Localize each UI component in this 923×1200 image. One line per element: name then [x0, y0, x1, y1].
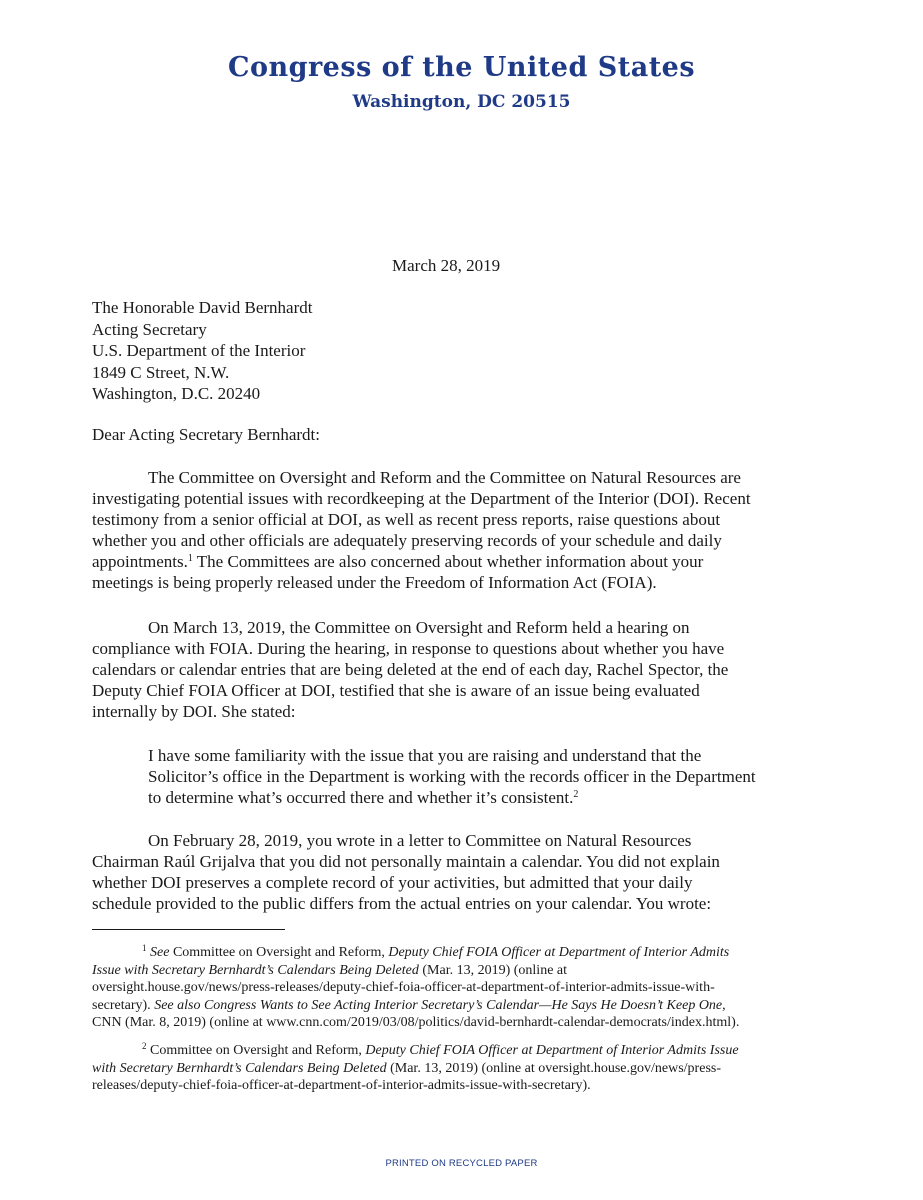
recipient-address — [92, 297, 312, 405]
footnote-line — [92, 962, 834, 980]
paragraph-1 — [92, 467, 834, 593]
recipient-street: 1849 C Street, N.W. — [92, 362, 230, 382]
footnote-number: 2 — [142, 1041, 147, 1051]
footnote-line: CNN (Mar. 8, 2019) (online at www.cnn.com/2019/03/08/politics/david-bernhardt-calendar-democrats/index.html). — [92, 1015, 740, 1031]
footnote-ref: 1 — [187, 553, 193, 564]
paragraph-line: whether you and other officials are adequately preserving records of your schedule and daily — [92, 531, 722, 550]
footnote-italic: Deputy Chief FOIA Officer at Department of Interior Admits Issue — [365, 1043, 739, 1058]
paragraph-line — [92, 551, 834, 572]
paragraph-line: schedule provided to the public differs from the actual entries on your calendar. You wrote: — [92, 894, 712, 913]
recipient-city: Washington, D.C. 20240 — [92, 384, 261, 403]
paragraph-3 — [92, 830, 834, 914]
paragraph-line: testimony from a senior official at DOI, as well as recent press reports, raise questions about — [92, 510, 721, 529]
paragraph-text: appointments. — [92, 552, 188, 571]
footnote-number: 1 — [142, 943, 147, 953]
paragraph-line: On February 28, 2019, you wrote in a letter to Committee on Natural Resources — [148, 831, 692, 850]
paragraph-text: The Committees are also concerned about whether information about your — [192, 552, 704, 571]
quote-line: I have some familiarity with the issue that you are raising and understand that the — [148, 746, 702, 765]
paragraph-line: On March 13, 2019, the Committee on Oversight and Reform held a hearing on — [148, 618, 690, 637]
salutation: Dear Acting Secretary Bernhardt: — [92, 425, 320, 444]
paragraph-line: Chairman Raúl Grijalva that you did not personally maintain a calendar. You did not explain — [92, 852, 720, 871]
footnote-text: (Mar. 13, 2019) (online at oversight.house.gov/news/press- — [386, 1060, 721, 1076]
footnote-text: secretary). — [92, 997, 155, 1013]
footnote-italic: with Secretary Bernhardt’s Calendars Being Deleted — [92, 1060, 387, 1076]
paragraph-2 — [92, 617, 834, 722]
footnote-divider — [92, 929, 285, 930]
paragraph-line: Deputy Chief FOIA Officer at DOI, testified that she is aware of an issue being evaluated — [92, 681, 700, 700]
footnote-line — [92, 1060, 834, 1078]
paragraph-line: internally by DOI. She stated: — [92, 702, 296, 721]
footnote-text: , — [722, 997, 726, 1013]
block-quote — [148, 745, 828, 808]
footnote-line — [92, 997, 834, 1015]
footnote-italic: See also Congress Wants to See Acting Interior Secretary’s Calendar—He Says He Doesn’t Keep One — [154, 997, 723, 1013]
quote-line — [148, 787, 828, 808]
footnote-line: oversight.house.gov/news/press-releases/deputy-chief-foia-officer-at-department-of-interior-admits-issue-with- — [92, 980, 715, 996]
letter-date: March 28, 2019 — [392, 256, 501, 275]
paragraph-line: investigating potential issues with recordkeeping at the Department of the Interior (DOI). Recent — [92, 489, 751, 508]
footnote-ref: 2 — [573, 789, 579, 800]
footnote-italic: See — [150, 945, 170, 960]
recipient-name: The Honorable David Bernhardt — [92, 298, 313, 317]
footnote-line: releases/deputy-chief-foia-officer-at-department-of-interior-admits-issue-with-secretary). — [92, 1078, 591, 1094]
letterhead — [0, 52, 923, 114]
quote-line: Solicitor’s office in the Department is working with the records officer in the Department — [148, 767, 756, 786]
paragraph-line: meetings is being properly released under the Freedom of Information Act (FOIA). — [92, 573, 657, 592]
footnote-text: Committee on Oversight and Reform, — [146, 1043, 366, 1058]
recycled-paper-notice: PRINTED ON RECYCLED PAPER — [385, 1158, 538, 1169]
recipient-title: Acting Secretary — [92, 319, 207, 339]
footnote-2 — [92, 1042, 834, 1095]
paragraph-line: The Committee on Oversight and Reform and the Committee on Natural Resources are — [148, 468, 741, 487]
footnote-1 — [92, 944, 834, 1032]
letterhead-title: Congress of the United States — [227, 52, 696, 83]
letterhead-address: Washington, DC 20515 — [352, 92, 571, 112]
footnote-italic: Issue with Secretary Bernhardt’s Calendars Being Deleted — [92, 962, 419, 978]
footnote-text: Committee on Oversight and Reform, — [169, 945, 389, 960]
footnote-italic: Deputy Chief FOIA Officer at Department of Interior Admits — [388, 945, 730, 960]
recipient-department: U.S. Department of the Interior — [92, 341, 306, 360]
paragraph-line: calendars or calendar entries that are being deleted at the end of each day, Rachel Spector, the — [92, 660, 729, 679]
footnote-line — [92, 944, 834, 962]
footnote-line — [92, 1042, 834, 1060]
footnote-text: (Mar. 13, 2019) (online at — [418, 962, 568, 978]
paragraph-line: compliance with FOIA. During the hearing, in response to questions about whether you have — [92, 639, 725, 658]
quote-text: to determine what’s occurred there and whether it’s consistent. — [148, 788, 574, 807]
paragraph-line: whether DOI preserves a complete record of your activities, but admitted that your daily — [92, 873, 693, 892]
